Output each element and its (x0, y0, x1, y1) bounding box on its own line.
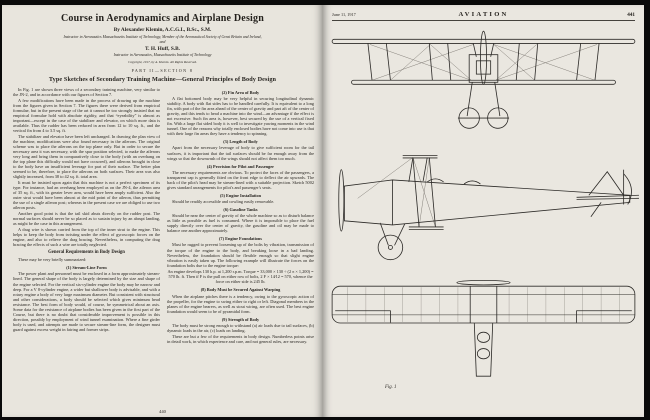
fuselage-side (339, 169, 630, 230)
numbered-heading: (8) Body Must be Secured Against Warping (200, 287, 281, 293)
left-page (2, 5, 323, 417)
wing-ribs (347, 287, 619, 322)
landing-gear-front (458, 82, 509, 128)
landing-gear-side (378, 222, 405, 259)
part-section-line: PART II—SECTION 8 (131, 67, 194, 73)
tail-side (577, 169, 639, 216)
wings-side (403, 155, 444, 229)
fuselage-plan (457, 280, 510, 376)
page-number-right: 441 (627, 12, 635, 18)
paragraph: Apart from the necessary leverage of body to give sufficient room for the tail surfaces, it is important that the tail surfaces should be far enough away from the wings so that the downwash of the wings should not affect them too much. (167, 145, 314, 161)
issue-date: June 11, 1917 (332, 12, 356, 17)
paragraph: These are but a few of the requirements in body design. Numberless points arise in detail work, in which experience and care, and not general rules, are necessary. (167, 333, 314, 344)
numbered-heading: (5) Engine Installation (219, 192, 262, 198)
wings-front (332, 39, 635, 84)
right-page (323, 5, 644, 417)
paragraph: A few modifications have been made in the process of drawing up the machine from the figures given in Section 7. The figures there were derived from empirical formulae, but in the present stage of the art it cannot be too strongly insisted that no empirical formulae hold with absolute rigidity, and that “eyeability” is almost as important—except in the case of the stabilizer and elevator, on which more data is available. Thus the rudder has been reduced in area from 12 to 10 sq. ft., and the vertical fin from 4 to 3.5 sq. ft. (13, 97, 160, 133)
journal-name: AVIATION (458, 11, 509, 18)
paragraph: In Fig. 1 are shown three views of a secondary training machine, very similar to the JN-2, and in accordance with our figures of Section 7. (13, 86, 160, 97)
paragraph: These may be very briefly summarized: (18, 257, 87, 263)
copyright-notice: Copyright, 1917, by A. Klemin. All Rights Reserved. (128, 60, 197, 65)
header-rule (332, 20, 635, 21)
article-body (2, 83, 323, 344)
numbered-heading: (3) Length of Body (223, 139, 258, 145)
paragraph: A drag wire is shown carried from the top of the inner strut to the engine. This helps to keep the body from twisting under the effect of gyroscopic forces on the engine, and also to relieve the drag bracing. Nevertheless, in computing the drag bracing the effects of such a wire are totally neglected. (13, 226, 160, 247)
author2-affiliation: Instructor in Aeronautics, Massachusetts Institute of Technology (113, 53, 212, 58)
paragraph: It must be insisted upon again that this machine is not a perfect specimen of its type. For instance, had an overhang been employed as on the JN-4, the aileron area of 35 sq. ft., with its greater lever arm, would have been amply sufficient. Also the outer strut would have been almost at the mid point of the aileron, thus permitting the use of a single aileron post; whereas in the present case we are obliged to use two aileron posts. (13, 179, 160, 211)
paragraph: Another good point is that the tail skid abuts directly on the rudder post. The normal surfaces should never be so placed as to sustain injury by an abrupt landing, as might be the case in this arrangement. (13, 210, 160, 226)
section-title: Type Sketches of Secondary Training Machine—General Principles of Body Design (48, 75, 277, 83)
column-1 (13, 87, 160, 344)
airplane-front-view-drawing (327, 24, 640, 139)
numbered-heading: (4) Provision for Pilot and Passenger (206, 163, 275, 169)
airplane-plan-view-drawing (327, 278, 640, 384)
paragraph: The power plant and personnel must be enclosed in a form approximately stream-lined. The general shape of the body is largely determined by the size and shape of the engine selected. For the vertical six-cylinder engine the body may be narrow and deep. For a V 8-cylinder engine, a wider but shallower body is advisable, and with a rotary engine a body of very large maximum diameter. But consistent with structural and other considerations, a body should be selected which gives minimum head resistance. The best form of body would, of course, be symmetrical about an axis. Some data for the resistance of airplane bodies has been given in the first part of the Course, but there is no doubt that considerable improvement is possible in this direction, possibly by employment of wind tunnel examination. Where a fine girder body is used, and attempts are made to secure stream-line form, the designer must guard against excess weight in fairing and former strips. (13, 271, 160, 333)
paragraph: Should be near the center of gravity of the whole machine so as to disturb balance as little as possible as fuel is consumed. Where it is impossible to place the fuel supply directly over the center of gravity, the gasoline and oil may be made to balance one another approximately. (167, 213, 314, 234)
paragraph: The body must be strong enough to withstand (a) air loads due to tail surfaces, (b) dynamic loads in the air, (c) loads on landing. (167, 322, 314, 333)
numbered-heading: (2) Fin Area of Body (221, 89, 260, 95)
numbered-heading: (7) Engine Foundations (219, 236, 262, 242)
numbered-heading: (6) Gasoline Tanks (223, 207, 258, 213)
paragraph: The necessary requirements are obvious. To protect the faces of the passengers, a transparent cap is generally fitted on the front edge to deflect the air upwards. The back of the pilot's head may be stream-lined with a suitable projection. Sketch 5002 gives standard arrangements for pilot's and passenger's seats. (167, 169, 314, 190)
paragraph: The stabilizer and elevator have been left unchanged. In drawing the plan view of the machine, modifications were also found necessary in the ailerons. The original scheme was to place the ailerons on the top plane only. But in order to secure the necessary area it was necessary, with the spar position selected, to make the ailerons very long and bring them in comparatively close to the body (with an overhang on the top plane this difficulty would not have occurred), and ailerons brought in close to the body have an insufficient leverage for part of their surface. The better plan seemed to be, therefore, to place the ailerons on both surfaces. Their area was also slightly increased, from 38 to 42 sq. ft. total area. (13, 133, 160, 180)
column-2 (167, 87, 314, 344)
side-wires (358, 157, 436, 227)
wing-plan (332, 286, 635, 323)
numbered-heading: (9) Strength of Body (221, 316, 260, 322)
article-header (2, 5, 323, 83)
figure-caption: Fig. 1 (385, 385, 397, 391)
rigging-wires (370, 44, 597, 80)
paragraph: A flat bottomed body may be very helpful in securing longitudinal dynamic stability. A body with flat sides has to be handled carefully. It is equivalent to a long fin, with part of the fin area ahead of the center of gravity and part aft of the center of gravity, and this tends to head a machine into the wind—an advantage if the effect is not excessive. Such fin area is, however, best secured by the use of a vertical fixed fin. With a large flat sided body it is well to investigate yawing moments in the wind tunnel. One of the reasons why totally enclosed bodies have not come into use is that with their large fin areas they have a tendency to spinning. (167, 95, 314, 137)
and-label: and (159, 40, 166, 45)
journal-header (323, 5, 644, 19)
airplane-side-view-drawing (327, 139, 640, 278)
article-title: Course in Aerodynamics and Airplane Design (61, 13, 264, 24)
paragraph: Must be rugged to prevent loosening up of the bolts by vibration, transmission of the torque of the engine to the body, and breaking loose in a bad landing. Nevertheless, the foundation should be flexible enough so that slight engine vibration is easily taken up. The following example will illustrate the forces on the foundation bolts due to the engine torque: (167, 242, 314, 268)
author2-name: T. H. Huff, S.B. (145, 45, 180, 52)
page-number-left: 440 (159, 409, 166, 414)
subsection-heading: General Requirements in Body Design (48, 250, 125, 256)
figure-1 (323, 23, 644, 390)
paragraph: Should be readily accessible and cowling easily removable. (172, 199, 275, 205)
author1-byline: By Alexander Klemin, A.C.G.I., B.Sc., S.M. (113, 27, 212, 33)
torque-formula: An engine develops 130 h.p. at 1,200 r.p.m. Torque = 33,000 × 130 ÷ (2 π × 1,200) = 570 lb. ft. Then if F is the pull on either row of bolts, 2 F × 14⁄12 = 570, whence the force on either side is 245 lb. (167, 269, 314, 285)
author1-affiliation: Instructor in Aeronautics Massachusetts Institute of Technology, Member of the Aeronautical Society of Great Britain and Ireland, (63, 34, 262, 39)
numbered-heading: (1) Stream-Line Form (66, 265, 107, 271)
paragraph: When the airplane pitches there is a tendency, owing to the gyroscopic action of the propeller, for the engine to swing either to right or left. Diagonal members in the planes of the engine bearers, as well as stout wiring, are often used. The best engine foundation would seem to be of pyramidal form. (167, 293, 314, 314)
